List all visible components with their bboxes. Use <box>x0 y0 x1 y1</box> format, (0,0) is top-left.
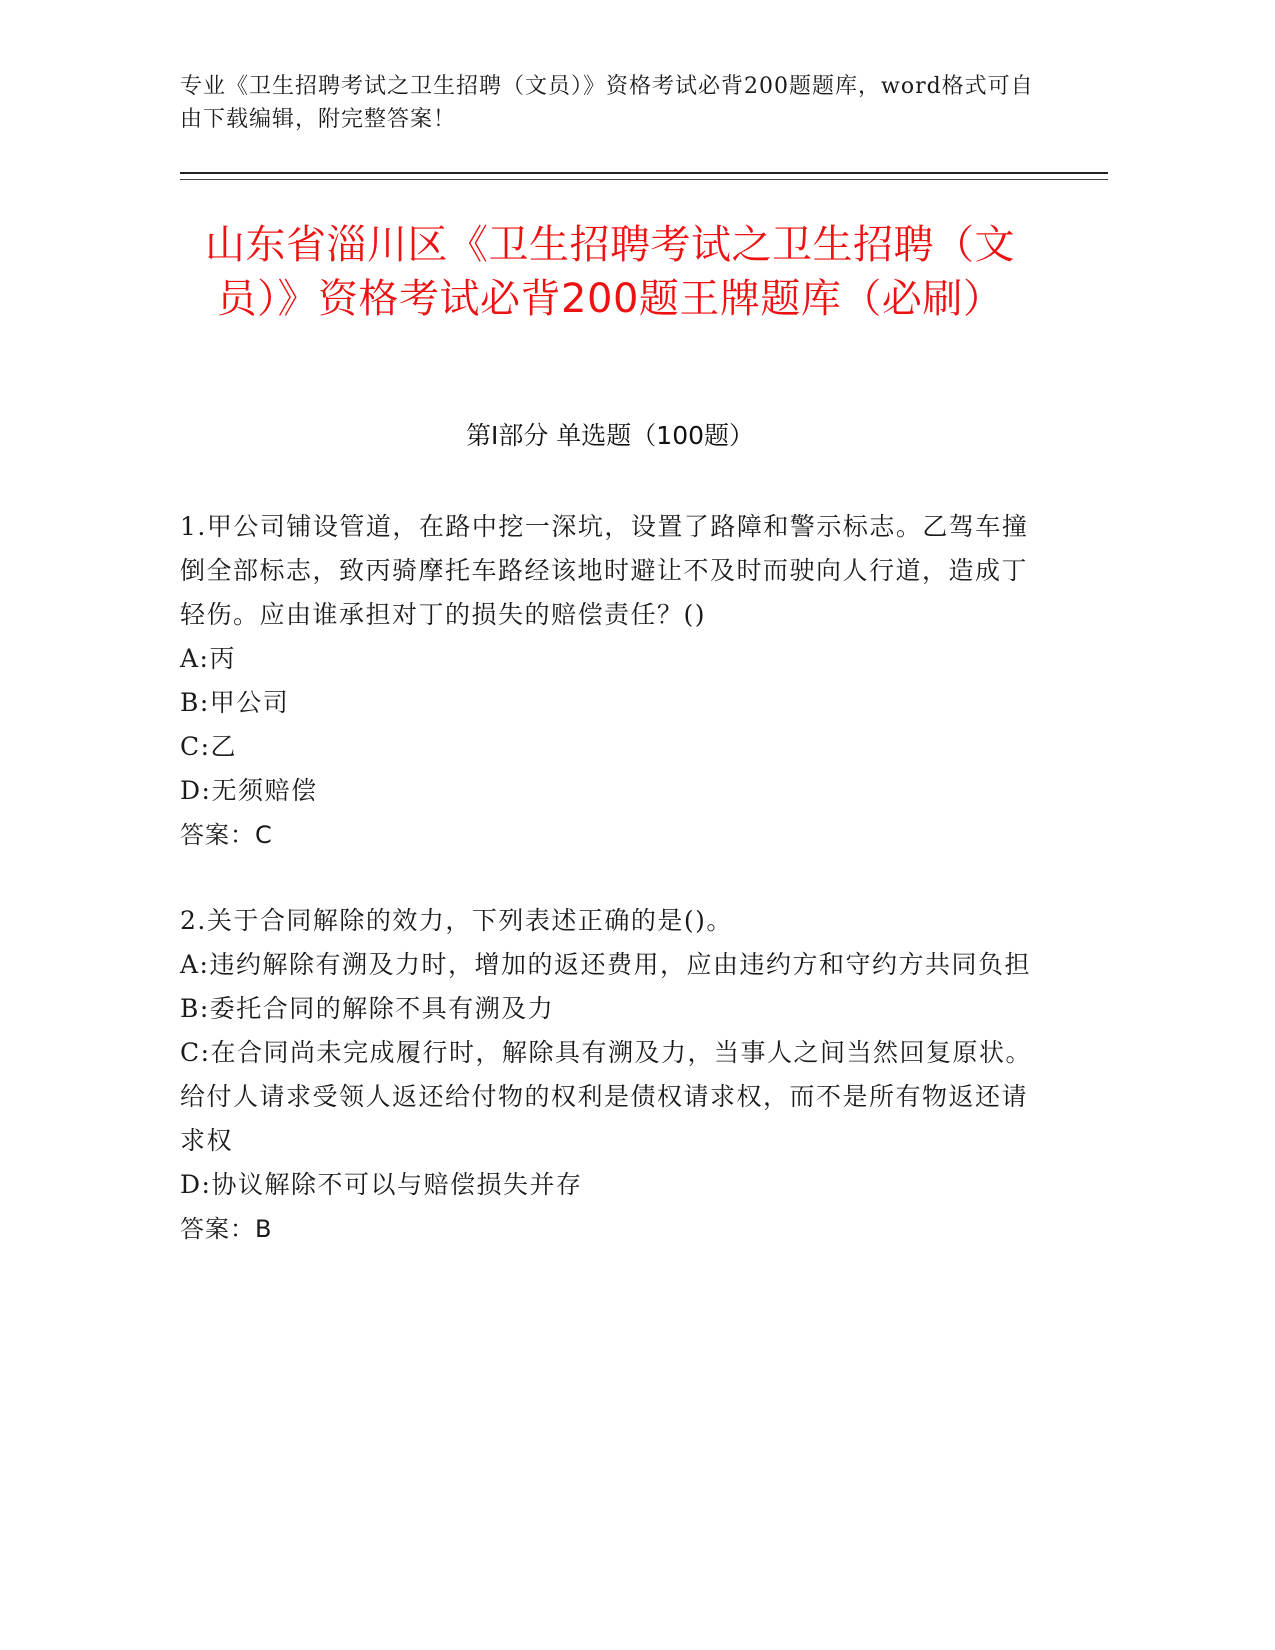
option-b: B:甲公司 <box>180 688 290 717</box>
document-title: 山东省淄川区《卫生招聘考试之卫生招聘（文员）》资格考试必背200题王牌题库（必刷） <box>205 222 1015 322</box>
question-list <box>180 505 1040 1251</box>
question-1 <box>180 505 1040 857</box>
question-2 <box>180 899 1040 1251</box>
header-divider-thin <box>180 179 1108 180</box>
section-title: 第Ⅰ部分 单选题（100题） <box>465 421 755 450</box>
option-d: D:无须赔偿 <box>180 776 318 805</box>
header-divider-thick <box>180 172 1108 174</box>
header-note: 专业《卫生招聘考试之卫生招聘（文员）》资格考试必背200题题库，word格式可自由下载编辑，附完整答案！ <box>180 74 1034 132</box>
question-stem: 1.甲公司铺设管道，在路中挖一深坑，设置了路障和警示标志。乙驾车撞倒全部标志，致丙骑摩托车路经该地时避让不及时而驶向人行道，造成丁轻伤。应由谁承担对丁的损失的赔偿责任？() <box>180 512 1029 629</box>
question-stem: 2.关于合同解除的效力，下列表述正确的是()。 <box>180 906 733 935</box>
answer-line: 答案：C <box>180 821 273 849</box>
option-a: A:违约解除有溯及力时，增加的返还费用，应由违约方和守约方共同负担 <box>180 950 1031 979</box>
option-a: A:丙 <box>180 644 236 673</box>
question-spacer <box>180 857 1040 899</box>
option-c: C:乙 <box>180 732 238 761</box>
option-b: B:委托合同的解除不具有溯及力 <box>180 994 555 1023</box>
answer-line: 答案：B <box>180 1215 273 1243</box>
option-d: D:协议解除不可以与赔偿损失并存 <box>180 1170 583 1199</box>
option-c: C:在合同尚未完成履行时，解除具有溯及力，当事人之间当然回复原状。给付人请求受领人返还给付物的权利是债权请求权，而不是所有物返还请求权 <box>180 1038 1033 1155</box>
